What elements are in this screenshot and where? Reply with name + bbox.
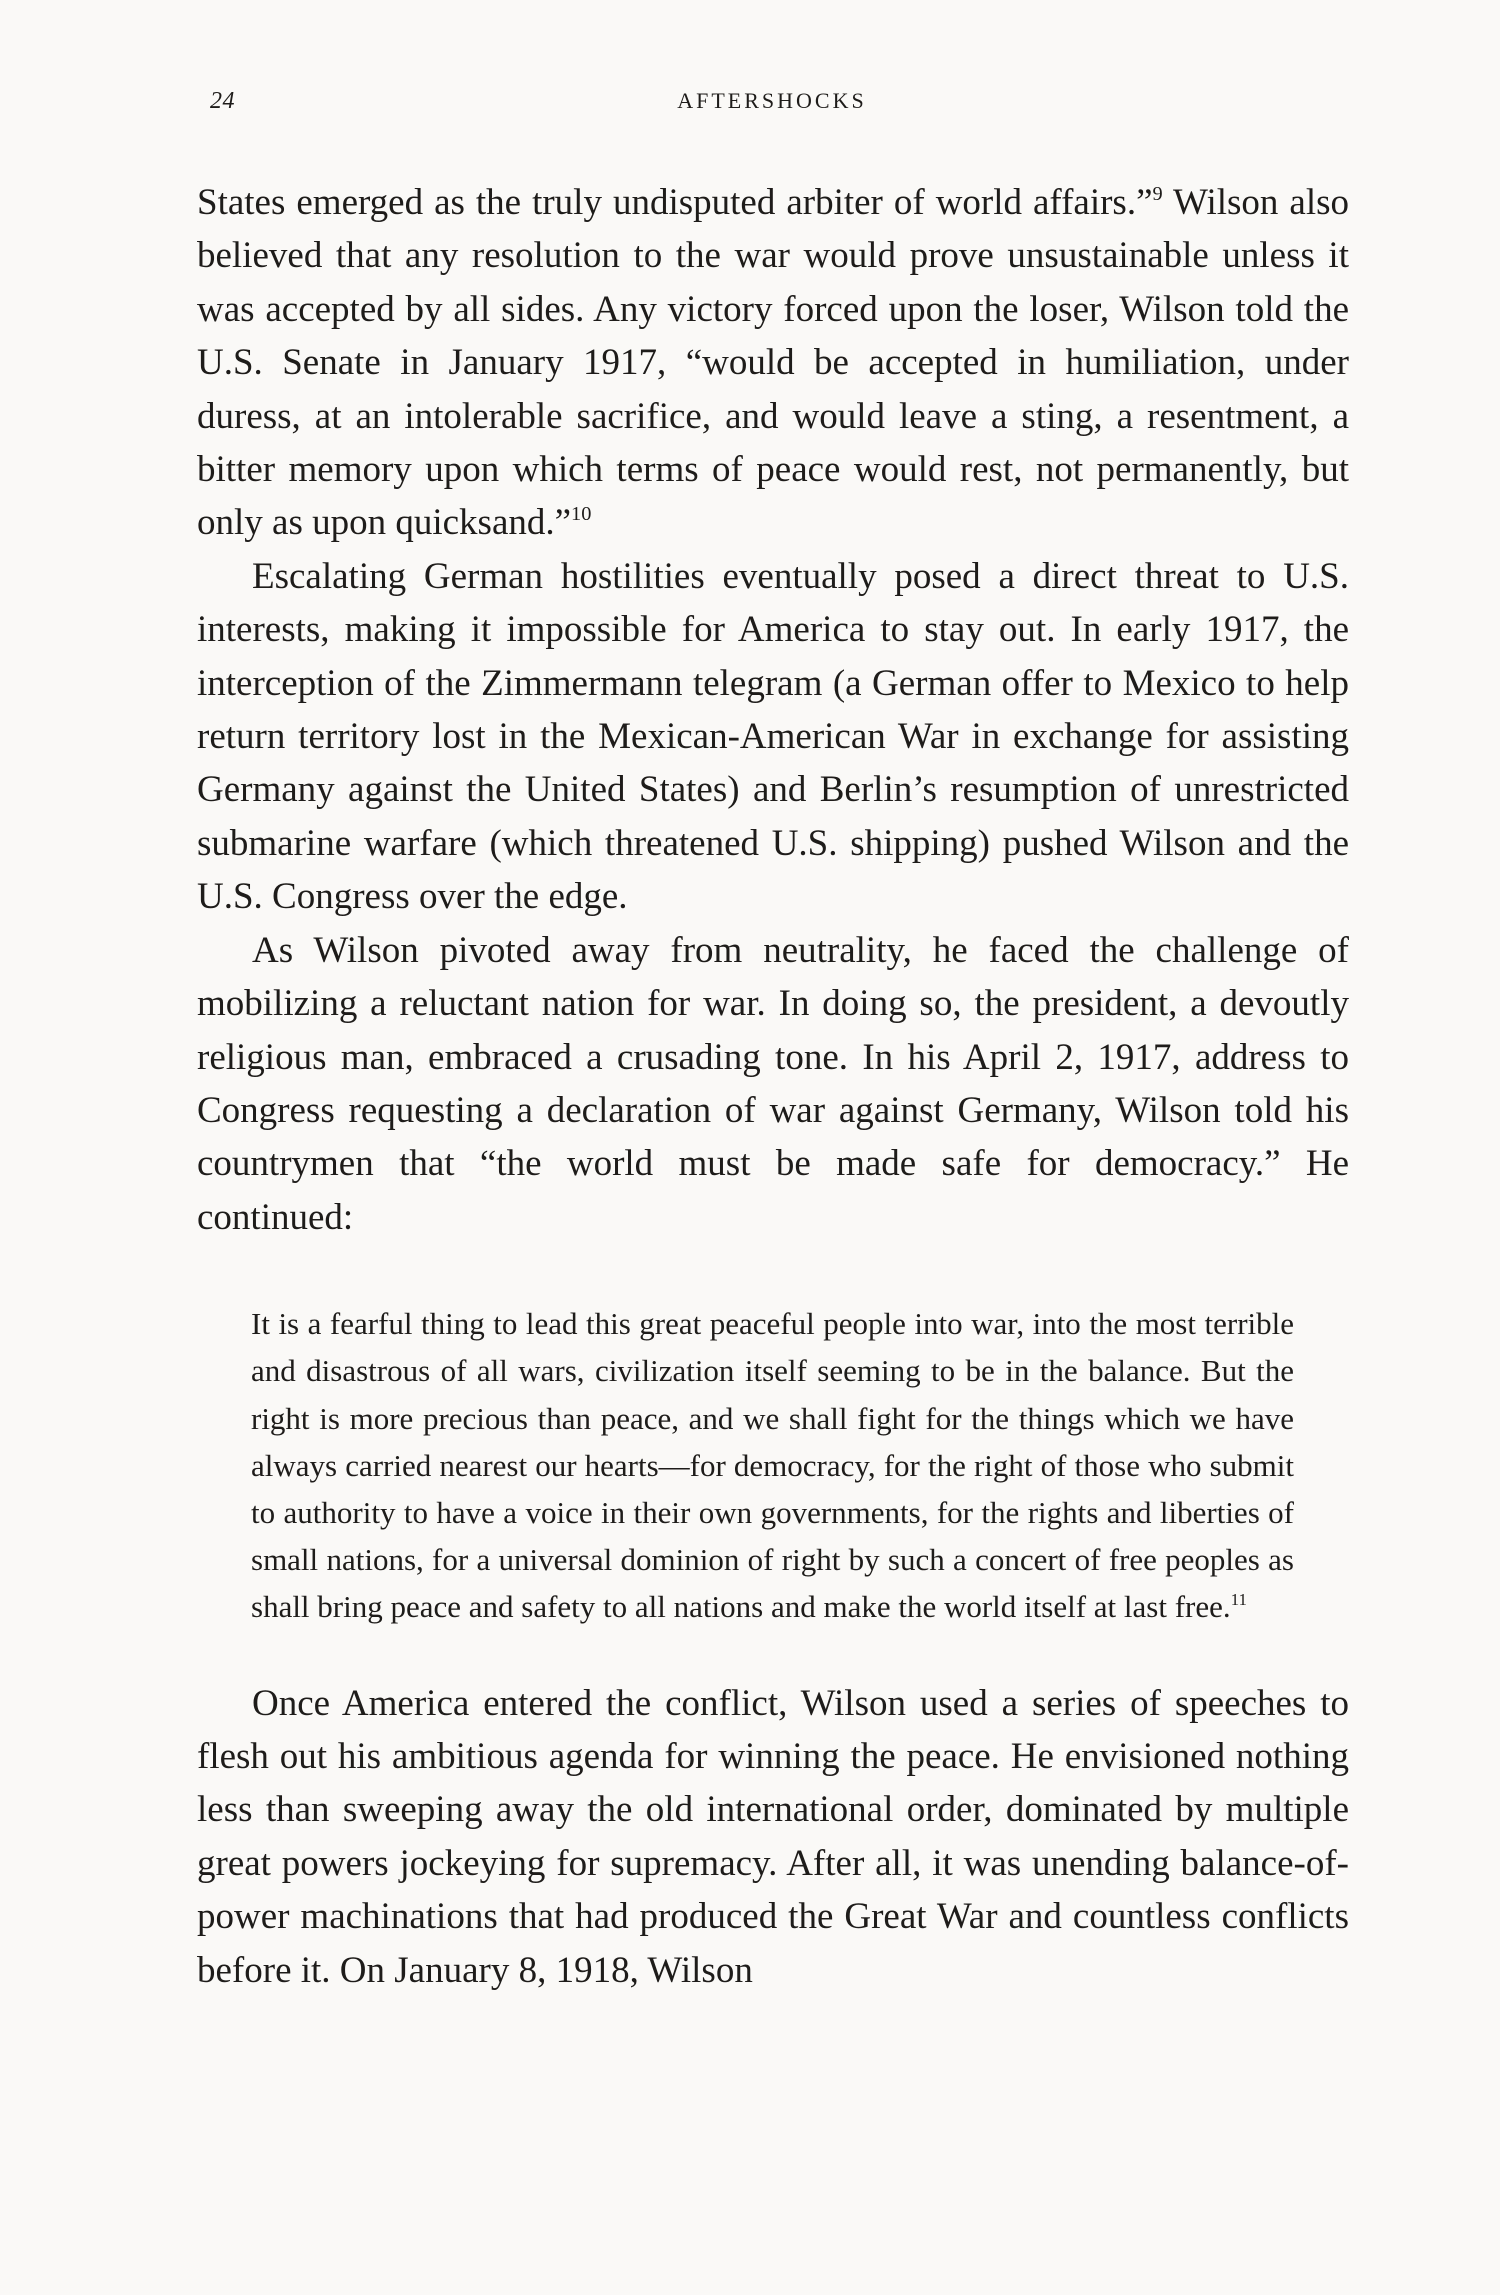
main-text (197, 176, 1349, 1997)
paragraph-4 (197, 1677, 1349, 1997)
footnote-ref-9: 9 (1152, 182, 1163, 205)
paragraph-4-text: Once America entered the conflict, Wilson used a series of speeches to flesh out his ambitious agenda for winning the peace. He envisioned nothing less than sweeping away the old international order, dominated by multiple great powers jockeying for supremacy. After all, it was unending balance-of-power machinations that had produced the Great War and countless conflicts before it. On January 8, 1918, Wilson (197, 1682, 1349, 1991)
paragraph-2 (197, 550, 1349, 924)
block-quote (251, 1300, 1294, 1630)
paragraph-1-text: States emerged as the truly undisputed arbiter of world affairs.” (197, 182, 1153, 223)
paragraph-3-text: As Wilson pivoted away from neutrality, he faced the challenge of mobilizing a reluctant nation for war. In doing so, the president, a devoutly religious man, embraced a crusading tone. In his April 2, 1917, address to Congress requesting a declaration of war against Germany, Wilson told his countrymen that “the world must be made safe for democracy.” He continued: (197, 929, 1349, 1238)
running-header (196, 88, 1348, 128)
paragraph-1 (197, 176, 1349, 550)
block-quote-text: It is a fearful thing to lead this great peaceful people into war, into the most terrible and disastrous of all wars, civilization itself seeming to be in the balance. But the right is more precious than peace, and we shall fight for the things which we have always carried nearest our hearts—for democracy, for the right of those who submit to authority to have a voice in their own governments, for the rights and liberties of small nations, for a universal dominion of right by such a concert of free peoples as shall bring peace and safety to all nations and make the world itself at last free. (251, 1306, 1294, 1625)
paragraph-1-text-cont: Wilson also believed that any resolution to the war would prove unsustainable unless it was accepted by all sides. Any victory forced upon the loser, Wilson told the U.S. Senate in January 1917, “would be accepted in humiliation, under duress, at an intolerable sacrifice, and would leave a sting, a resentment, a bitter memory upon which terms of peace would rest, not permanently, but only as upon quicksand.” (197, 182, 1349, 544)
footnote-ref-10: 10 (571, 503, 592, 526)
running-title: AFTERSHOCKS (677, 88, 867, 113)
paragraph-3 (197, 924, 1349, 1244)
footnote-ref-11: 11 (1230, 1590, 1248, 1610)
paragraph-2-text: Escalating German hostilities eventually posed a direct threat to U.S. interests, making it impossible for America to stay out. In early 1917, the interception of the Zimmermann telegram (a German offer to Mexico to help return territory lost in the Mexican-American War in exchange for assisting Germany against the United States) and Berlin’s resumption of unrestricted submarine warfare (which threatened U.S. shipping) pushed Wilson and the U.S. Congress over the edge. (197, 555, 1349, 918)
page-number: 24 (210, 88, 235, 114)
